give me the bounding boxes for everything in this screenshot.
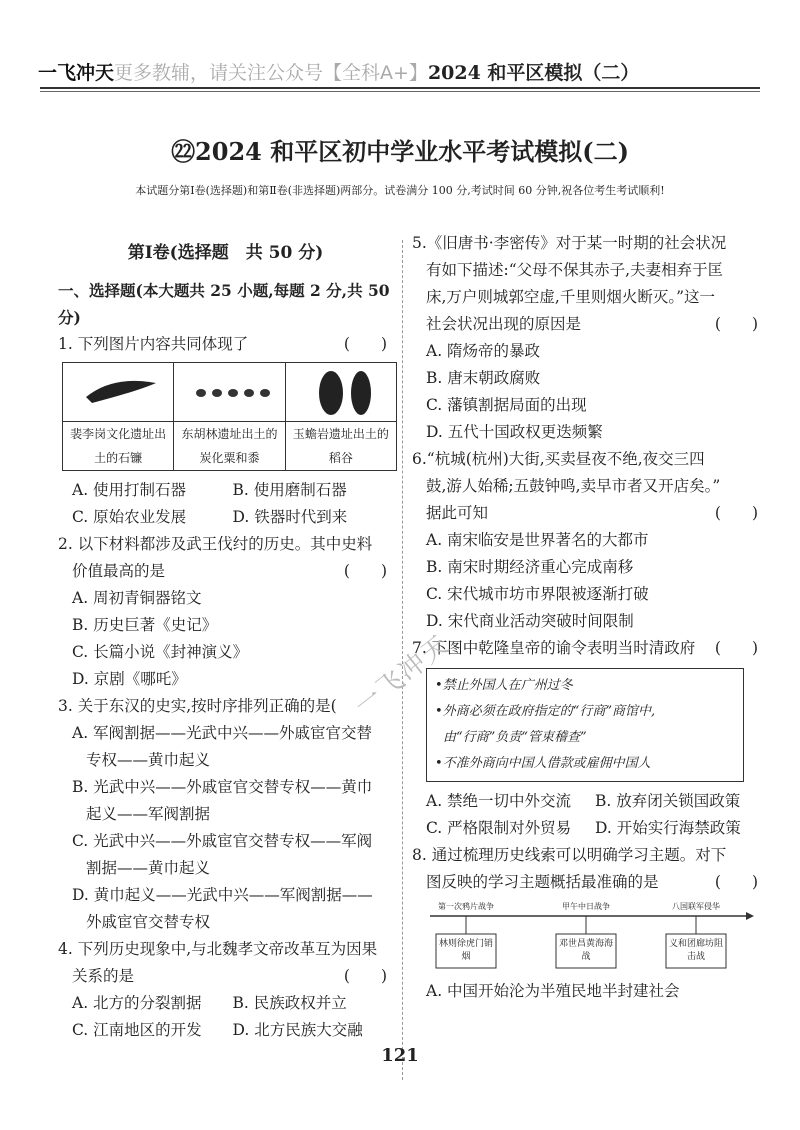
q4-option-a[interactable]: A. 北方的分裂割据 xyxy=(72,994,202,1012)
q5-line-3: 床,万户则城郭空虚,千里则烟火断灭。”这一 xyxy=(426,288,716,306)
q6-option-a[interactable]: A. 南宋临安是世界著名的大都市 xyxy=(426,531,649,549)
q2-stem-2: 价值最高的是 ( ) xyxy=(72,562,387,580)
q7-options-row2 xyxy=(412,815,764,842)
q2-option-c[interactable]: C. 长篇小说《封神演义》 xyxy=(72,643,249,661)
q7-edict-line-4: •不准外商向中国人借款或雇佣中国人 xyxy=(435,756,651,771)
header-rule xyxy=(40,87,760,89)
exam-instructions: 本试题分第Ⅰ卷(选择题)和第Ⅱ卷(非选择题)两部分。试卷满分 100 分,考试时间 60 分钟,祝各位考生考试顺利! xyxy=(135,184,665,197)
q1-caption-2: 东胡林遗址出土的炭化粟和黍 xyxy=(174,422,285,471)
q1-stem: 1. 下列图片内容共同体现了 ( ) xyxy=(58,335,387,353)
q8-box-2: 邓世昌黄海海战 xyxy=(559,939,614,962)
q5-option-c[interactable]: C. 藩镇割据局面的出现 xyxy=(426,396,587,414)
page-title: ㉒2024 和平区初中学业水平考试模拟(二) xyxy=(171,137,629,166)
stone-sickle-image xyxy=(65,363,171,421)
q3-option-a[interactable]: A. 军阀割据——光武中兴——外戚宦官交替 xyxy=(72,724,373,742)
watermark-stamp: 一飞冲天 xyxy=(349,629,456,722)
q1-option-c[interactable]: C. 原始农业发展 xyxy=(72,508,187,526)
q1-option-a[interactable]: A. 使用打制石器 xyxy=(72,481,187,499)
q1-caption-3: 玉蟾岩遗址出土的稻谷 xyxy=(285,422,396,471)
left-column xyxy=(58,240,393,1044)
q7-edict-line-1: •禁止外国人在广州过冬 xyxy=(435,678,573,693)
q7-option-a[interactable]: A. 禁绝一切中外交流 xyxy=(426,792,572,810)
q7-option-c[interactable]: C. 严格限制对外贸易 xyxy=(426,819,572,837)
right-column xyxy=(412,230,764,1005)
q3-option-c-cont: 割据——黄巾起义 xyxy=(86,859,211,877)
q2-option-a[interactable]: A. 周初青铜器铭文 xyxy=(72,589,202,607)
q3-stem: 3. 关于东汉的史实,按时序排列正确的是( xyxy=(58,697,337,715)
q5-line-1: 5.《旧唐书·李密传》对于某一时期的社会状况 xyxy=(412,234,727,252)
q7-edict-line-2: •外商必须在政府指定的“行商”商馆中, xyxy=(435,704,656,719)
q8-event-1: 第一次鸦片战争 xyxy=(426,902,506,912)
q3-option-c[interactable]: C. 光武中兴——外戚宦官交替专权——军阀 xyxy=(72,832,373,850)
q6-option-b[interactable]: B. 南宋时期经济重心完成南移 xyxy=(426,558,634,576)
page-number: 121 xyxy=(381,1045,419,1066)
q8-event-3: 八国联军侵华 xyxy=(660,902,732,912)
q7-stem: 7. 下图中乾隆皇帝的谕令表明当时清政府 ( ) xyxy=(412,639,758,657)
q7-edict-line-3: 由“行商”负责“管束稽查” xyxy=(443,730,587,745)
exam-name: 2024 和平区模拟（二） xyxy=(427,62,640,84)
q4-options-row2 xyxy=(58,1017,393,1044)
header-rule-thin xyxy=(40,91,760,92)
q8-option-a[interactable]: A. 中国开始沦为半殖民地半封建社会 xyxy=(426,982,680,1000)
running-header xyxy=(38,58,758,84)
q4-options-row1 xyxy=(58,990,393,1017)
q4-option-d[interactable]: D. 北方民族大交融 xyxy=(232,1021,363,1039)
q7-edict-box xyxy=(426,668,744,782)
section-title: 第Ⅰ卷(选择题 共 50 分) xyxy=(127,243,324,263)
q3-option-b-cont: 起义——军阀割据 xyxy=(86,805,211,823)
q2-stem-1: 2. 以下材料都涉及武王伐纣的历史。其中史料 xyxy=(58,535,373,553)
q1-options-row1 xyxy=(58,477,393,504)
q8-box-3: 义和团廊坊阻击战 xyxy=(669,939,724,962)
q1-options-row2 xyxy=(58,504,393,531)
q3-option-d-cont: 外戚宦官交替专权 xyxy=(86,913,211,931)
q4-option-b[interactable]: B. 民族政权并立 xyxy=(232,994,347,1012)
q6-line-1: 6.“杭城(杭州)大街,买卖昼夜不绝,夜交三四 xyxy=(412,450,705,468)
q8-line-2: 图反映的学习主题概括最准确的是 ( ) xyxy=(426,873,758,891)
q7-option-d[interactable]: D. 开始实行海禁政策 xyxy=(595,819,741,837)
q6-option-d[interactable]: D. 宋代商业活动突破时间限制 xyxy=(426,612,634,630)
brand-logo: 一飞冲天 xyxy=(38,62,115,84)
rice-grains-image xyxy=(288,363,394,421)
millet-grains-image xyxy=(176,363,282,421)
q6-option-c[interactable]: C. 宋代城市坊市界限被逐渐打破 xyxy=(426,585,649,603)
q3-option-b[interactable]: B. 光武中兴——外戚宦官交替专权——黄巾 xyxy=(72,778,373,796)
q5-line-4: 社会状况出现的原因是 ( ) xyxy=(426,315,758,333)
q2-option-d[interactable]: D. 京剧《哪吒》 xyxy=(72,670,187,688)
q8-box-1: 林则徐虎门销烟 xyxy=(439,939,494,962)
promo-text: 更多教辅，请关注公众号【全科A+】 xyxy=(114,62,428,84)
q6-line-2: 鼓,游人始稀;五鼓钟鸣,卖早市者又开店矣。” xyxy=(426,477,721,495)
q1-option-d[interactable]: D. 铁器时代到来 xyxy=(232,508,348,526)
q1-caption-1: 裴李岗文化遗址出土的石镰 xyxy=(63,422,174,471)
q6-line-3: 据此可知 ( ) xyxy=(426,504,758,522)
q4-option-c[interactable]: C. 江南地区的开发 xyxy=(72,1021,202,1039)
q2-option-b[interactable]: B. 历史巨著《史记》 xyxy=(72,616,218,634)
q5-line-2: 有如下描述:“父母不保其赤子,夫妻相弃于匡 xyxy=(426,261,724,279)
q5-option-a[interactable]: A. 隋炀帝的暴政 xyxy=(426,342,541,360)
q5-option-b[interactable]: B. 唐末朝政腐败 xyxy=(426,369,541,387)
q7-option-b[interactable]: B. 放弃闭关锁国政策 xyxy=(595,792,741,810)
q8-event-2: 甲午中日战争 xyxy=(548,902,624,912)
part-heading: 一、选择题(本大题共 25 小题,每题 2 分,共 50 分) xyxy=(58,281,390,327)
q3-option-d[interactable]: D. 黄巾起义——光武中兴——军阀割据—— xyxy=(72,886,373,904)
q1-image-table xyxy=(62,362,397,471)
q3-option-a-cont: 专权——黄巾起义 xyxy=(86,751,211,769)
q7-options-row1 xyxy=(412,788,764,815)
q5-option-d[interactable]: D. 五代十国政权更迭频繁 xyxy=(426,423,603,441)
q8-line-1: 8. 通过梳理历史线索可以明确学习主题。对下 xyxy=(412,846,727,864)
q4-stem-1: 4. 下列历史现象中,与北魏孝文帝改革互为因果 xyxy=(58,940,378,958)
q8-timeline-diagram xyxy=(426,902,756,974)
q1-option-b[interactable]: B. 使用磨制石器 xyxy=(232,481,347,499)
q4-stem-2: 关系的是 ( ) xyxy=(72,967,387,985)
